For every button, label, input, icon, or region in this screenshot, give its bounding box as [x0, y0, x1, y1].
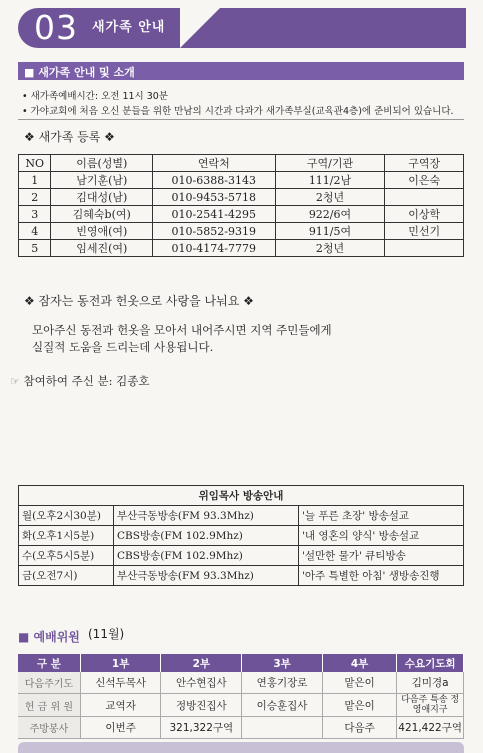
intro-line-1: • 새가족예배시간: 오전 11시 30분 [22, 91, 169, 102]
cell: 부산극동방송(FM 93.3Mhz) [114, 506, 299, 526]
cell: 이승훈집사 [242, 694, 323, 717]
col-phone: 연락처 [153, 155, 276, 172]
broadcast-title-row [19, 486, 464, 506]
section-title: 새가족 안내 [92, 20, 166, 35]
col-service-3: 3부 [242, 654, 323, 672]
row-label: 헌 금 위 원 [18, 694, 80, 717]
cell: 부산극동방송(FM 93.3Mhz) [114, 566, 299, 586]
cell: 010-4174-7779 [153, 240, 276, 257]
cell: 911/5여 [275, 223, 385, 240]
cell: 010-6388-3143 [153, 172, 276, 189]
cell: 남기훈(남) [51, 172, 153, 189]
col-leader: 구역장 [385, 155, 464, 172]
table-row [18, 717, 464, 739]
broadcast-title: 위임목사 방송안내 [19, 486, 464, 506]
table-row [19, 566, 464, 586]
cell: 김혜숙b(여) [51, 206, 153, 223]
table-row [19, 223, 464, 240]
table-row [18, 694, 464, 717]
cell: 922/6여 [275, 206, 385, 223]
cell: 교역자 [80, 694, 161, 717]
cell: 맡은이 [322, 694, 396, 717]
cell: 321,322구역 [161, 717, 242, 739]
cell: 월(오후2시30분) [19, 506, 114, 526]
col-category: 구 분 [18, 654, 80, 672]
intro-title: ■ 새가족 안내 및 소개 [24, 66, 135, 79]
participants-text: 참여하여 주신 분: 김종호 [23, 374, 150, 388]
row-label: 다음주기도 [18, 672, 80, 694]
cell: 김대성(남) [51, 189, 153, 206]
col-name: 이름(성별) [51, 155, 153, 172]
table-row [19, 506, 464, 526]
cell: 빈영애(여) [51, 223, 153, 240]
cell: CBS방송(FM 102.9Mhz) [114, 546, 299, 566]
donation-heading: ❖ 잠자는 동전과 헌옷으로 사랑을 나눠요 ❖ [24, 294, 254, 308]
cell: 1 [19, 172, 51, 189]
cell: 010-2541-4295 [153, 206, 276, 223]
cell: 다음주 특송 정영애지구 [397, 694, 464, 717]
cell: 2 [19, 189, 51, 206]
cell: 화(오후1시5분) [19, 526, 114, 546]
cell: 정방진집사 [161, 694, 242, 717]
cell: 연홍기장로 [242, 672, 323, 694]
cell: 2청년 [275, 189, 385, 206]
table-row [19, 172, 464, 189]
col-service-1: 1부 [80, 654, 161, 672]
row-label: 주방봉사 [18, 717, 80, 739]
cell: '아주 특별한 아침' 생방송진행 [299, 566, 464, 586]
table-row [19, 526, 464, 546]
pointing-hand-icon: ☞ [10, 375, 20, 388]
donation-body-1: 모아주신 동전과 헌옷을 모아서 내어주시면 지역 주민들에게 [32, 323, 332, 337]
table-row [19, 206, 464, 223]
cell: 수(오후5시5분) [19, 546, 114, 566]
broadcast-table [18, 485, 464, 586]
worship-month: (11월) [88, 627, 125, 641]
table-row [18, 672, 464, 694]
cell: 010-5852-9319 [153, 223, 276, 240]
cell: '설만한 물가' 큐티방송 [299, 546, 464, 566]
footer-bar [18, 742, 464, 753]
section-number: 03 [34, 8, 78, 47]
table-row [19, 546, 464, 566]
cell: 이상학 [385, 206, 464, 223]
participants-line [10, 373, 149, 389]
cell: 421,422구역 [397, 717, 464, 739]
donation-body-2: 실질적 도움을 드리는데 사용됩니다. [32, 340, 214, 354]
cell: 3 [19, 206, 51, 223]
col-service-2: 2부 [161, 654, 242, 672]
cell: 4 [19, 223, 51, 240]
worship-table [18, 654, 464, 739]
cell: 맡은이 [322, 672, 396, 694]
divider [18, 119, 464, 120]
col-wednesday: 수요기도회 [397, 654, 464, 672]
cell: 다음주 [322, 717, 396, 739]
cell: 111/2남 [275, 172, 385, 189]
cell: 2청년 [275, 240, 385, 257]
cell: 안수현집사 [161, 672, 242, 694]
cell: 김미경a [397, 672, 464, 694]
cell: CBS방송(FM 102.9Mhz) [114, 526, 299, 546]
cell: 민선기 [385, 223, 464, 240]
cell: 이은숙 [385, 172, 464, 189]
table-row [19, 240, 464, 257]
col-service-4: 4부 [322, 654, 396, 672]
cell: 이번주 [80, 717, 161, 739]
col-district: 구역/기관 [275, 155, 385, 172]
cell [385, 240, 464, 257]
header-notch [180, 8, 220, 48]
cell: '늘 푸른 초장' 방송설교 [299, 506, 464, 526]
registration-heading: ❖ 새가족 등록 ❖ [24, 130, 115, 144]
cell: 임세진(여) [51, 240, 153, 257]
cell: 금(오전7시) [19, 566, 114, 586]
registration-table [18, 154, 464, 257]
table-header-row [19, 155, 464, 172]
cell [385, 189, 464, 206]
cell: 5 [19, 240, 51, 257]
cell: '내 영혼의 양식' 방송설교 [299, 526, 464, 546]
cell [242, 717, 323, 739]
table-row [19, 189, 464, 206]
worship-title: ■ 예배위원 [18, 630, 80, 644]
cell: 010-9453-5718 [153, 189, 276, 206]
intro-line-2: • 가야교회에 처음 오신 분들을 위한 만남의 시간과 다과가 새가족부실(교육관4층)에 준비되어 있습니다. [22, 106, 454, 117]
col-no: NO [19, 155, 51, 172]
cell: 신석두목사 [80, 672, 161, 694]
section-header-bar [18, 8, 466, 48]
table-header-row [18, 654, 464, 672]
